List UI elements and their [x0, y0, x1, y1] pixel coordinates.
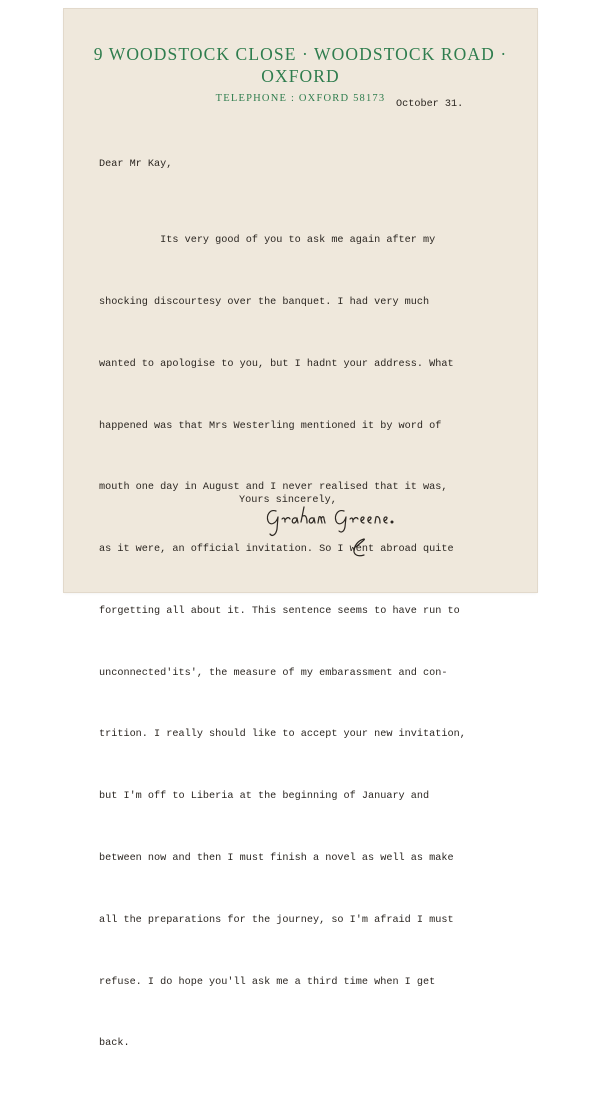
body-line: unconnected'its', the measure of my embarassment and con-	[99, 667, 448, 679]
letter-salutation: Dear Mr Kay,	[99, 159, 173, 170]
body-line: mouth one day in August and I never realised that it was,	[99, 482, 448, 494]
signature-stroke	[267, 511, 278, 536]
body-line: refuse. I do hope you'll ask me a third time when I get	[99, 976, 436, 988]
letter-date: October 31.	[396, 99, 464, 110]
handwritten-signature	[260, 499, 410, 571]
body-line: trition. I really should like to accept your new invitation,	[99, 729, 466, 741]
body-line: wanted to apologise to you, but I hadnt your address. What	[99, 358, 454, 370]
signature-stroke	[391, 521, 393, 523]
signature-stroke	[335, 511, 346, 532]
body-line: between now and then I must finish a novel as well as make	[99, 853, 454, 864]
signature-stroke	[354, 539, 365, 556]
body-line: but I'm off to Liberia at the beginning of January and	[99, 791, 430, 803]
letter-body	[99, 190, 466, 1096]
body-line: Its very good of you to ask me again after my	[99, 235, 436, 247]
signature-stroke	[384, 517, 387, 523]
letterhead-telephone: TELEPHONE : OXFORD 58173	[215, 93, 386, 104]
signature-stroke	[309, 518, 315, 523]
body-line: happened was that Mrs Westerling mentioned it by word of	[99, 420, 442, 432]
signature-stroke	[318, 517, 325, 523]
body-line: forgetting all about it. This sentence seems to have run to	[99, 605, 460, 617]
signature-stroke	[361, 517, 364, 523]
signature-stroke	[350, 518, 358, 522]
signature-stroke	[282, 518, 290, 522]
signature-stroke	[375, 517, 380, 523]
letter-closing: Yours sincerely,	[239, 495, 337, 506]
body-line: shocking discourtesy over the banquet. I had very much	[99, 296, 430, 308]
letter-sheet	[64, 9, 537, 1050]
signature-stroke	[292, 518, 298, 523]
letterhead	[64, 43, 537, 104]
signature-stroke	[368, 517, 371, 523]
signature-stroke	[301, 507, 307, 523]
body-line: all the preparations for the journey, so I'm afraid I must	[99, 914, 454, 926]
letterhead-address: 9 WOODSTOCK CLOSE · WOODSTOCK ROAD · OXFORD	[93, 44, 508, 86]
body-line: as it were, an official invitation. So I went abroad quite	[99, 544, 454, 556]
body-line: back.	[99, 1038, 130, 1050]
